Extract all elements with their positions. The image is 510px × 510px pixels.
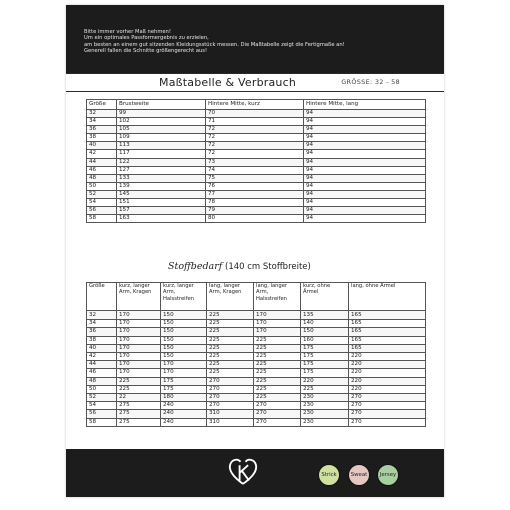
table-cell: 94 (304, 207, 426, 215)
table-header-cell: Brustweite (117, 100, 206, 110)
table-cell: 94 (304, 110, 426, 118)
fabric-table-body (87, 311, 426, 427)
table-cell: 170 (117, 336, 161, 344)
table-cell: 220 (349, 385, 426, 393)
table-row (87, 344, 426, 352)
table-cell: 170 (117, 311, 161, 320)
table-cell: 94 (304, 142, 426, 150)
table-cell: 46 (87, 166, 117, 174)
table-row (87, 215, 426, 223)
table-cell: 225 (254, 377, 301, 385)
table-cell: 50 (87, 385, 117, 393)
table-row (87, 207, 426, 215)
table-cell: 230 (301, 418, 349, 426)
table-cell: 94 (304, 150, 426, 158)
table-cell: 170 (254, 328, 301, 336)
table-cell: 175 (301, 353, 349, 361)
table-cell: 94 (304, 174, 426, 182)
table-cell: 150 (161, 328, 207, 336)
table-cell: 170 (161, 361, 207, 369)
table-cell: 75 (206, 174, 304, 182)
table-cell: 48 (87, 377, 117, 385)
table-cell: 240 (161, 410, 207, 418)
table-cell: 94 (304, 190, 426, 198)
table-cell: 270 (349, 394, 426, 402)
table-cell: 270 (254, 402, 301, 410)
table-cell: 99 (117, 110, 206, 118)
table-cell: 225 (254, 336, 301, 344)
table-cell: 133 (117, 174, 206, 182)
table-cell: 170 (117, 320, 161, 328)
table-cell: 78 (206, 199, 304, 207)
table-cell: 220 (349, 377, 426, 385)
table-cell: 150 (161, 336, 207, 344)
table-cell: 40 (87, 142, 117, 150)
table-cell: 94 (304, 118, 426, 126)
table-cell: 240 (161, 402, 207, 410)
intro-line: Um ein optimales Passformergebnis zu erzielen, (84, 35, 209, 42)
title-bar (66, 73, 444, 92)
fabric-table (86, 282, 426, 427)
table-cell: 34 (87, 320, 117, 328)
table-cell: 170 (117, 361, 161, 369)
table-cell: 165 (349, 328, 426, 336)
intro-line: Generell fallen die Schnitte größengerecht aus! (84, 47, 208, 54)
table-cell: 150 (161, 320, 207, 328)
table-cell: 139 (117, 182, 206, 190)
table-cell: 58 (87, 418, 117, 426)
table-cell: 170 (161, 369, 207, 377)
intro-line: Bitte immer vorher Maß nehmen! (84, 29, 171, 35)
table-cell: 52 (87, 394, 117, 402)
table-cell: 165 (349, 311, 426, 320)
header-band (66, 5, 444, 89)
table-cell: 170 (254, 320, 301, 328)
table-header-cell: Hintere Mitte, kurz (206, 100, 304, 110)
table-cell: 270 (349, 418, 426, 426)
table-cell: 175 (301, 361, 349, 369)
table-header-cell: kurz, ohne Ärmel (301, 283, 349, 311)
table-row (87, 336, 426, 344)
table-cell: 102 (117, 118, 206, 126)
badge-strick (318, 464, 340, 486)
intro-line: am besten an einem gut sitzenden Kleidungsstück messen. Die Maßtabelle zeigt die Fertigmaße an! (84, 41, 345, 48)
table-cell: 220 (349, 369, 426, 377)
table-cell: 165 (349, 344, 426, 352)
table-row (87, 402, 426, 410)
table-header-cell: Hintere Mitte, lang (304, 100, 426, 110)
table-cell: 170 (117, 344, 161, 352)
table-cell: 42 (87, 150, 117, 158)
table-row (87, 166, 426, 174)
table-row (87, 150, 426, 158)
table-cell: 94 (304, 126, 426, 134)
table-cell: 170 (117, 328, 161, 336)
table-header-row (87, 100, 426, 110)
table-row (87, 126, 426, 134)
table-cell: 36 (87, 328, 117, 336)
table-cell: 225 (254, 361, 301, 369)
table-cell: 77 (206, 190, 304, 198)
table-cell: 165 (349, 336, 426, 344)
table-cell: 225 (207, 320, 254, 328)
fabric-title (168, 261, 311, 272)
table-cell: 71 (206, 118, 304, 126)
table-cell: 225 (207, 336, 254, 344)
table-cell: 94 (304, 215, 426, 223)
table-cell: 275 (117, 410, 161, 418)
table-cell: 72 (206, 134, 304, 142)
table-cell: 94 (304, 158, 426, 166)
table-row (87, 158, 426, 166)
table-cell: 157 (117, 207, 206, 215)
table-cell: 270 (207, 402, 254, 410)
table-cell: 270 (349, 410, 426, 418)
table-row (87, 311, 426, 320)
table-cell: 105 (117, 126, 206, 134)
table-row (87, 377, 426, 385)
table-cell: 72 (206, 142, 304, 150)
table-cell: 109 (117, 134, 206, 142)
table-cell: 76 (206, 182, 304, 190)
table-cell: 225 (207, 311, 254, 320)
table-cell: 225 (301, 385, 349, 393)
table-cell: 145 (117, 190, 206, 198)
table-cell: 275 (117, 418, 161, 426)
table-cell: 165 (349, 320, 426, 328)
table-cell: 220 (301, 377, 349, 385)
table-cell: 163 (117, 215, 206, 223)
fabric-title-script: Stoffbedarf (168, 261, 223, 272)
table-cell: 52 (87, 190, 117, 198)
table-cell: 270 (254, 410, 301, 418)
badge-sweat (348, 464, 370, 486)
table-cell: 225 (254, 353, 301, 361)
table-header-cell: kurz, langer Arm, Kragen (117, 283, 161, 311)
table-cell: 113 (117, 142, 206, 150)
table-cell: 70 (206, 110, 304, 118)
badge-jersey (377, 464, 399, 486)
table-row (87, 394, 426, 402)
table-row (87, 134, 426, 142)
table-cell: 34 (87, 118, 117, 126)
table-cell: 50 (87, 182, 117, 190)
table-cell: 225 (207, 344, 254, 352)
table-cell: 38 (87, 336, 117, 344)
table-cell: 170 (117, 369, 161, 377)
table-header-row (87, 283, 426, 311)
table-cell: 270 (207, 394, 254, 402)
table-cell: 94 (304, 166, 426, 174)
table-cell: 170 (254, 311, 301, 320)
table-cell: 225 (254, 369, 301, 377)
table-cell: 32 (87, 110, 117, 118)
table-cell: 310 (207, 410, 254, 418)
table-cell: 225 (254, 385, 301, 393)
table-cell: 127 (117, 166, 206, 174)
heart-k-logo-icon (226, 455, 260, 489)
table-header-cell: kurz, langer Arm, Halsstreifen (161, 283, 207, 311)
table-cell: 72 (206, 126, 304, 134)
table-cell: 225 (207, 369, 254, 377)
fabric-title-suffix: (140 cm Stoffbreite) (225, 262, 311, 272)
table-row (87, 110, 426, 118)
table-cell: 74 (206, 166, 304, 174)
table-header-cell: lang, langer Arm, Halsstreifen (254, 283, 301, 311)
table-row (87, 199, 426, 207)
table-cell: 54 (87, 199, 117, 207)
table-cell: 240 (161, 418, 207, 426)
table-cell: 175 (301, 344, 349, 352)
table-cell: 56 (87, 207, 117, 215)
badge-label: Sweat (350, 472, 368, 478)
table-row (87, 328, 426, 336)
table-cell: 180 (161, 394, 207, 402)
table-cell: 79 (206, 207, 304, 215)
table-cell: 94 (304, 134, 426, 142)
table-cell: 44 (87, 361, 117, 369)
table-cell: 220 (349, 353, 426, 361)
table-cell: 225 (207, 353, 254, 361)
size-range: GRÖSSE: 32 - 58 (341, 78, 400, 86)
table-row (87, 361, 426, 369)
table-cell: 22 (117, 394, 161, 402)
table-cell: 46 (87, 369, 117, 377)
table-cell: 275 (117, 402, 161, 410)
table-header-cell: lang, ohne Ärmel (349, 283, 426, 311)
measure-table (86, 99, 426, 223)
table-cell: 117 (117, 150, 206, 158)
table-header-cell: Größe (87, 283, 117, 311)
badge-label: Strick (321, 472, 337, 478)
table-row (87, 418, 426, 426)
table-cell: 270 (207, 385, 254, 393)
table-cell: 44 (87, 158, 117, 166)
table-row (87, 320, 426, 328)
table-cell: 140 (301, 320, 349, 328)
table-cell: 42 (87, 353, 117, 361)
table-cell: 122 (117, 158, 206, 166)
table-cell: 151 (117, 199, 206, 207)
table-row (87, 174, 426, 182)
table-cell: 72 (206, 150, 304, 158)
table-cell: 220 (349, 361, 426, 369)
table-cell: 135 (301, 311, 349, 320)
measure-table-body (87, 110, 426, 223)
table-cell: 40 (87, 344, 117, 352)
table-row (87, 142, 426, 150)
table-row (87, 353, 426, 361)
table-row (87, 118, 426, 126)
table-cell: 160 (301, 336, 349, 344)
intro-text (84, 29, 424, 54)
table-cell: 230 (301, 394, 349, 402)
table-row (87, 410, 426, 418)
table-header-cell: lang, langer Arm, Kragen (207, 283, 254, 311)
table-cell: 225 (207, 328, 254, 336)
table-cell: 54 (87, 402, 117, 410)
table-cell: 225 (117, 377, 161, 385)
badge-label: Jersey (379, 472, 397, 478)
table-cell: 32 (87, 311, 117, 320)
table-cell: 175 (301, 369, 349, 377)
table-row (87, 190, 426, 198)
table-cell: 225 (117, 385, 161, 393)
table-header-cell: Größe (87, 100, 117, 110)
table-cell: 58 (87, 215, 117, 223)
table-cell: 150 (161, 311, 207, 320)
table-cell: 230 (301, 410, 349, 418)
table-cell: 94 (304, 182, 426, 190)
size-chart-sheet (66, 5, 444, 497)
table-cell: 270 (254, 418, 301, 426)
table-cell: 150 (161, 344, 207, 352)
table-cell: 94 (304, 199, 426, 207)
table-row (87, 182, 426, 190)
table-cell: 150 (301, 328, 349, 336)
table-cell: 175 (161, 377, 207, 385)
table-cell: 270 (349, 402, 426, 410)
table-row (87, 385, 426, 393)
table-cell: 170 (117, 353, 161, 361)
table-cell: 270 (207, 377, 254, 385)
page-title: Maßtabelle & Verbrauch (159, 76, 297, 89)
table-cell: 225 (207, 361, 254, 369)
table-cell: 48 (87, 174, 117, 182)
table-cell: 175 (161, 385, 207, 393)
table-cell: 38 (87, 134, 117, 142)
table-cell: 230 (301, 402, 349, 410)
table-cell: 73 (206, 158, 304, 166)
table-row (87, 369, 426, 377)
table-cell: 150 (161, 353, 207, 361)
table-cell: 36 (87, 126, 117, 134)
table-cell: 56 (87, 410, 117, 418)
table-cell: 225 (254, 394, 301, 402)
table-cell: 225 (254, 344, 301, 352)
table-cell: 310 (207, 418, 254, 426)
table-cell: 80 (206, 215, 304, 223)
footer-band (66, 449, 444, 497)
